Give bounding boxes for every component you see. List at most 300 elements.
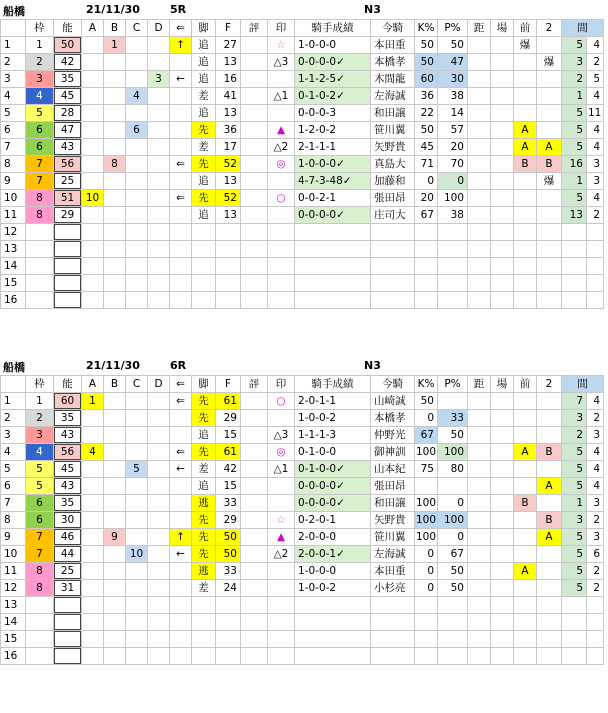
mark: ○ (268, 190, 295, 207)
distance (468, 393, 491, 410)
interval-1: 16 (562, 156, 587, 173)
course (491, 546, 514, 563)
running-style: 先 (192, 529, 216, 546)
col-b (104, 410, 126, 427)
column-header: 2 (537, 376, 562, 393)
interval-1 (562, 258, 587, 275)
mark: △3 (268, 427, 295, 444)
interval-1: 5 (562, 190, 587, 207)
interval-2: 3 (587, 529, 604, 546)
running-style: 追 (192, 105, 216, 122)
mark: ☆ (268, 512, 295, 529)
course (491, 156, 514, 173)
rating (241, 410, 268, 427)
col-d: 3 (148, 71, 170, 88)
mark (268, 648, 295, 665)
col-c (126, 410, 148, 427)
k-pct: 50 (415, 54, 438, 71)
interval-2 (587, 241, 604, 258)
race-class: N3 (364, 359, 381, 372)
f-value: 36 (216, 122, 241, 139)
running-style (192, 614, 216, 631)
table-row (1, 207, 604, 224)
course (491, 190, 514, 207)
interval-2: 4 (587, 190, 604, 207)
col-d (148, 156, 170, 173)
mark: ▲ (268, 529, 295, 546)
row-number: 7 (1, 139, 26, 156)
course (491, 495, 514, 512)
jockey-record: 1-0-0-0 (295, 563, 371, 580)
table-row (1, 648, 604, 665)
row-number: 8 (1, 512, 26, 529)
p-pct: 100 (438, 512, 468, 529)
interval-1: 5 (562, 529, 587, 546)
rating (241, 529, 268, 546)
distance (468, 512, 491, 529)
jockey (371, 258, 415, 275)
table-row (1, 546, 604, 563)
waku: 6 (26, 495, 54, 512)
arrow (170, 512, 192, 529)
course (491, 410, 514, 427)
second: A (537, 529, 562, 546)
column-header: A (82, 20, 104, 37)
interval-1: 5 (562, 461, 587, 478)
row-number: 13 (1, 597, 26, 614)
table-row (1, 512, 604, 529)
mark (268, 173, 295, 190)
second: B (537, 512, 562, 529)
second (537, 427, 562, 444)
column-header: 脚 (192, 376, 216, 393)
race-table (0, 19, 604, 309)
ability: 43 (54, 139, 82, 156)
jockey (371, 292, 415, 309)
prev (514, 173, 537, 190)
f-value: 50 (216, 529, 241, 546)
col-c (126, 631, 148, 648)
column-header: 評 (241, 20, 268, 37)
ability: 42 (54, 54, 82, 71)
col-c: 4 (126, 88, 148, 105)
col-d (148, 139, 170, 156)
jockey-record: 1-0-0-0 (295, 37, 371, 54)
course (491, 393, 514, 410)
k-pct: 100 (415, 512, 438, 529)
interval-2: 4 (587, 461, 604, 478)
p-pct: 50 (438, 563, 468, 580)
col-a (82, 207, 104, 224)
prev: B (514, 495, 537, 512)
col-a (82, 563, 104, 580)
col-a (82, 54, 104, 71)
table-row (1, 88, 604, 105)
rating (241, 105, 268, 122)
jockey-record (295, 292, 371, 309)
k-pct: 0 (415, 580, 438, 597)
distance (468, 563, 491, 580)
f-value: 52 (216, 190, 241, 207)
p-pct: 20 (438, 139, 468, 156)
p-pct: 50 (438, 37, 468, 54)
ability (54, 275, 82, 292)
race-number: 6R (170, 359, 187, 372)
col-a (82, 529, 104, 546)
column-header: D (148, 20, 170, 37)
row-number: 13 (1, 241, 26, 258)
mark: △1 (268, 461, 295, 478)
jockey: 和田譲 (371, 495, 415, 512)
prev (514, 597, 537, 614)
prev (514, 105, 537, 122)
f-value (216, 597, 241, 614)
column-header: 騎手成績 (295, 376, 371, 393)
f-value: 16 (216, 71, 241, 88)
rating (241, 207, 268, 224)
second (537, 88, 562, 105)
f-value: 15 (216, 478, 241, 495)
col-a (82, 546, 104, 563)
rating (241, 241, 268, 258)
jockey: 和田譲 (371, 105, 415, 122)
f-value: 17 (216, 139, 241, 156)
column-header: P% (438, 20, 468, 37)
prev (514, 88, 537, 105)
p-pct: 0 (438, 173, 468, 190)
interval-2: 5 (587, 71, 604, 88)
ability: 43 (54, 427, 82, 444)
col-b (104, 580, 126, 597)
f-value (216, 631, 241, 648)
p-pct: 0 (438, 495, 468, 512)
waku: 8 (26, 190, 54, 207)
distance (468, 580, 491, 597)
course (491, 258, 514, 275)
running-style: 先 (192, 190, 216, 207)
col-c (126, 105, 148, 122)
course (491, 529, 514, 546)
table-row (1, 529, 604, 546)
interval-1: 13 (562, 207, 587, 224)
running-style (192, 275, 216, 292)
column-header: 間 (562, 20, 604, 37)
jockey-record: 0-0-2-1 (295, 190, 371, 207)
col-a (82, 580, 104, 597)
second: A (537, 139, 562, 156)
running-style: 差 (192, 139, 216, 156)
prev: 爆 (514, 37, 537, 54)
ability: 31 (54, 580, 82, 597)
jockey-record: 2-1-1-1 (295, 139, 371, 156)
col-a (82, 512, 104, 529)
jockey-record (295, 614, 371, 631)
mark: ○ (268, 393, 295, 410)
interval-2: 4 (587, 478, 604, 495)
distance (468, 71, 491, 88)
column-header: 今騎 (371, 20, 415, 37)
table-row (1, 631, 604, 648)
col-a (82, 597, 104, 614)
mark: △2 (268, 546, 295, 563)
second (537, 275, 562, 292)
header-row (1, 376, 604, 393)
running-style: 追 (192, 427, 216, 444)
jockey-record: 1-0-0-2 (295, 580, 371, 597)
mark (268, 495, 295, 512)
ability: 56 (54, 156, 82, 173)
mark: ◎ (268, 444, 295, 461)
col-c (126, 393, 148, 410)
distance (468, 292, 491, 309)
prev (514, 410, 537, 427)
course (491, 241, 514, 258)
col-c (126, 71, 148, 88)
waku: 7 (26, 529, 54, 546)
interval-1: 2 (562, 71, 587, 88)
jockey-record: 0-1-0-2✓ (295, 88, 371, 105)
rating (241, 461, 268, 478)
table-row (1, 461, 604, 478)
table-row (1, 37, 604, 54)
ability: 50 (54, 37, 82, 54)
distance (468, 156, 491, 173)
col-c (126, 597, 148, 614)
col-b (104, 224, 126, 241)
mark: △3 (268, 54, 295, 71)
f-value (216, 275, 241, 292)
jockey: 木間龍 (371, 71, 415, 88)
row-number: 12 (1, 580, 26, 597)
jockey-record: 4-7-3-48✓ (295, 173, 371, 190)
ability: 35 (54, 410, 82, 427)
f-value: 61 (216, 444, 241, 461)
prev (514, 580, 537, 597)
arrow (170, 631, 192, 648)
jockey-record (295, 648, 371, 665)
waku: 5 (26, 461, 54, 478)
column-header: K% (415, 20, 438, 37)
waku: 7 (26, 173, 54, 190)
row-number: 9 (1, 173, 26, 190)
waku (26, 614, 54, 631)
interval-2: 11 (587, 105, 604, 122)
row-number: 14 (1, 614, 26, 631)
f-value (216, 648, 241, 665)
interval-1: 7 (562, 393, 587, 410)
rating (241, 546, 268, 563)
table-row (1, 427, 604, 444)
column-header: C (126, 376, 148, 393)
col-d (148, 173, 170, 190)
jockey-record: 0-0-0-3 (295, 105, 371, 122)
col-a (82, 224, 104, 241)
prev: B (514, 156, 537, 173)
date: 21/11/30 (86, 3, 140, 16)
col-d (148, 292, 170, 309)
col-a (82, 241, 104, 258)
second (537, 105, 562, 122)
jockey: 山崎誠 (371, 393, 415, 410)
jockey (371, 241, 415, 258)
k-pct: 100 (415, 495, 438, 512)
interval-1: 3 (562, 410, 587, 427)
column-header: 距 (468, 20, 491, 37)
mark (268, 292, 295, 309)
course (491, 71, 514, 88)
rating (241, 71, 268, 88)
col-a (82, 461, 104, 478)
course (491, 461, 514, 478)
jockey-record (295, 275, 371, 292)
table-row (1, 156, 604, 173)
col-a: 1 (82, 393, 104, 410)
waku (26, 224, 54, 241)
jockey (371, 631, 415, 648)
col-c (126, 258, 148, 275)
jockey: 笹川翼 (371, 529, 415, 546)
rating (241, 495, 268, 512)
interval-1: 1 (562, 88, 587, 105)
course (491, 631, 514, 648)
column-header: P% (438, 376, 468, 393)
k-pct: 100 (415, 444, 438, 461)
interval-2: 3 (587, 173, 604, 190)
col-c (126, 444, 148, 461)
p-pct: 100 (438, 190, 468, 207)
arrow (170, 54, 192, 71)
arrow (170, 410, 192, 427)
waku: 5 (26, 105, 54, 122)
f-value (216, 258, 241, 275)
course (491, 597, 514, 614)
prev (514, 478, 537, 495)
table-row (1, 580, 604, 597)
mark (268, 410, 295, 427)
col-d (148, 122, 170, 139)
p-pct: 57 (438, 122, 468, 139)
k-pct (415, 241, 438, 258)
col-a (82, 495, 104, 512)
distance (468, 122, 491, 139)
second (537, 563, 562, 580)
table-row (1, 275, 604, 292)
interval-2: 2 (587, 512, 604, 529)
p-pct (438, 258, 468, 275)
second (537, 122, 562, 139)
p-pct: 70 (438, 156, 468, 173)
interval-1 (562, 241, 587, 258)
interval-2 (587, 275, 604, 292)
col-c (126, 37, 148, 54)
col-c (126, 139, 148, 156)
col-d (148, 190, 170, 207)
jockey-record (295, 631, 371, 648)
column-header: D (148, 376, 170, 393)
column-header: 場 (491, 376, 514, 393)
ability: 44 (54, 546, 82, 563)
col-c (126, 495, 148, 512)
interval-2: 2 (587, 207, 604, 224)
interval-2: 4 (587, 139, 604, 156)
running-style: 先 (192, 410, 216, 427)
column-header: ⇐ (170, 20, 192, 37)
rating (241, 631, 268, 648)
p-pct (438, 614, 468, 631)
interval-1 (562, 224, 587, 241)
rating (241, 393, 268, 410)
col-a (82, 292, 104, 309)
k-pct (415, 648, 438, 665)
waku: 7 (26, 156, 54, 173)
row-number: 11 (1, 563, 26, 580)
rating (241, 648, 268, 665)
jockey: 矢野貴 (371, 139, 415, 156)
col-b (104, 546, 126, 563)
column-header: F (216, 20, 241, 37)
col-b (104, 478, 126, 495)
col-c (126, 241, 148, 258)
prev (514, 207, 537, 224)
p-pct (438, 241, 468, 258)
arrow: ⇐ (170, 393, 192, 410)
interval-2: 3 (587, 156, 604, 173)
course (491, 88, 514, 105)
course (491, 173, 514, 190)
jockey: 本田重 (371, 37, 415, 54)
col-b (104, 190, 126, 207)
interval-1: 1 (562, 173, 587, 190)
p-pct: 30 (438, 71, 468, 88)
row-number: 2 (1, 410, 26, 427)
col-b (104, 393, 126, 410)
waku: 1 (26, 37, 54, 54)
arrow (170, 563, 192, 580)
race-table (0, 375, 604, 665)
waku: 2 (26, 54, 54, 71)
row-number: 3 (1, 71, 26, 88)
row-number: 10 (1, 546, 26, 563)
running-style: 先 (192, 122, 216, 139)
prev: A (514, 122, 537, 139)
f-value: 50 (216, 546, 241, 563)
col-d (148, 37, 170, 54)
table-row (1, 410, 604, 427)
prev (514, 224, 537, 241)
k-pct (415, 478, 438, 495)
mark (268, 105, 295, 122)
p-pct (438, 597, 468, 614)
jockey: 真島大 (371, 156, 415, 173)
col-b (104, 444, 126, 461)
col-a (82, 631, 104, 648)
second (537, 648, 562, 665)
k-pct: 0 (415, 546, 438, 563)
col-d (148, 88, 170, 105)
waku: 2 (26, 410, 54, 427)
row-number: 1 (1, 393, 26, 410)
waku (26, 241, 54, 258)
table-row (1, 241, 604, 258)
col-c (126, 207, 148, 224)
second (537, 207, 562, 224)
col-b (104, 207, 126, 224)
distance (468, 529, 491, 546)
column-header: 前 (514, 20, 537, 37)
distance (468, 207, 491, 224)
p-pct: 50 (438, 580, 468, 597)
col-b (104, 461, 126, 478)
